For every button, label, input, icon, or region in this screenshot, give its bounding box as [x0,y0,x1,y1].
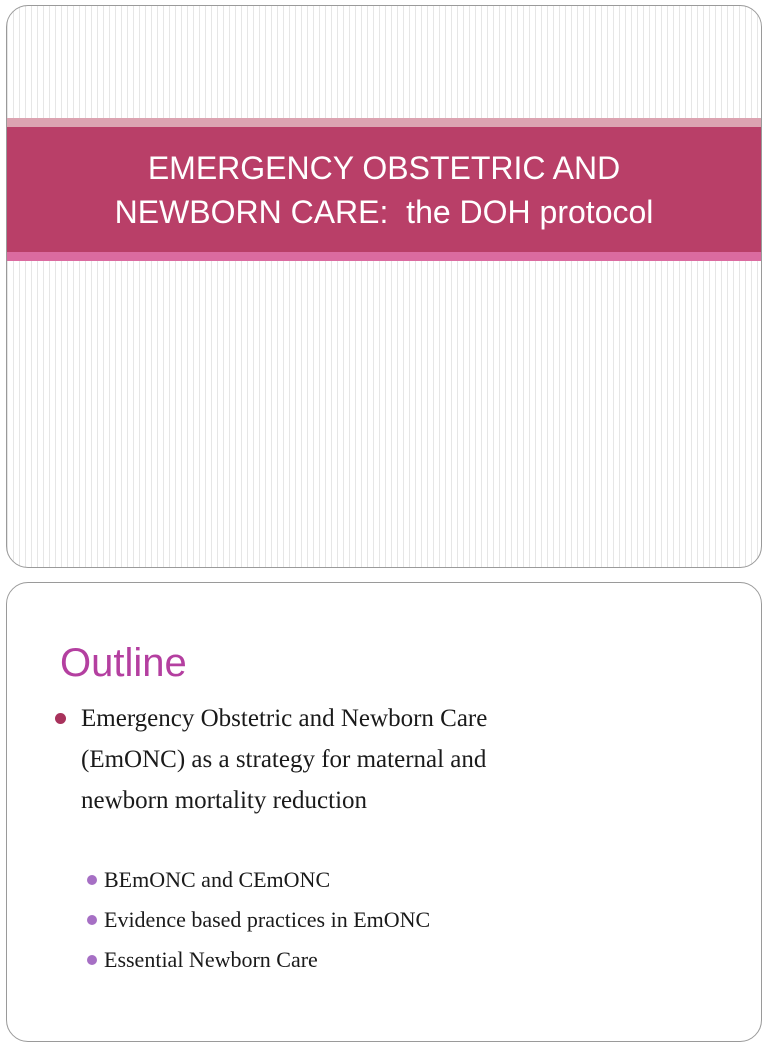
sub-bullet-dot-icon [87,955,97,965]
bullet-dot-icon [55,713,66,724]
sub-bullet-text: Evidence based practices in EmONC [104,907,431,932]
title-slide [6,5,762,568]
main-bullet-line-3: newborn mortality reduction [81,787,368,814]
outline-slide [6,582,762,1042]
main-bullet [55,698,675,821]
title-band-bottom-stripe [7,252,761,261]
title-band-top-stripe [7,118,761,127]
sub-bullet-item [87,940,430,980]
sub-bullet-item [87,860,430,900]
sub-bullet-text: Essential Newborn Care [104,947,318,972]
sub-bullet-dot-icon [87,875,97,885]
sub-bullet-list [87,860,430,980]
sub-bullet-item [87,900,430,940]
sub-bullet-text: BEmONC and CEmONC [104,867,331,892]
title-band [7,127,761,252]
main-bullet-line-1: Emergency Obstetric and Newborn Care [81,705,488,732]
slide-title-line-2: NEWBORN CARE: the DOH protocol [114,193,654,230]
outline-heading: Outline [60,641,187,685]
slide-title-line-1: EMERGENCY OBSTETRIC AND [147,149,621,186]
main-bullet-line-2: (EmONC) as a strategy for maternal and [81,746,487,773]
sub-bullet-dot-icon [87,915,97,925]
main-bullet-text [81,698,675,821]
